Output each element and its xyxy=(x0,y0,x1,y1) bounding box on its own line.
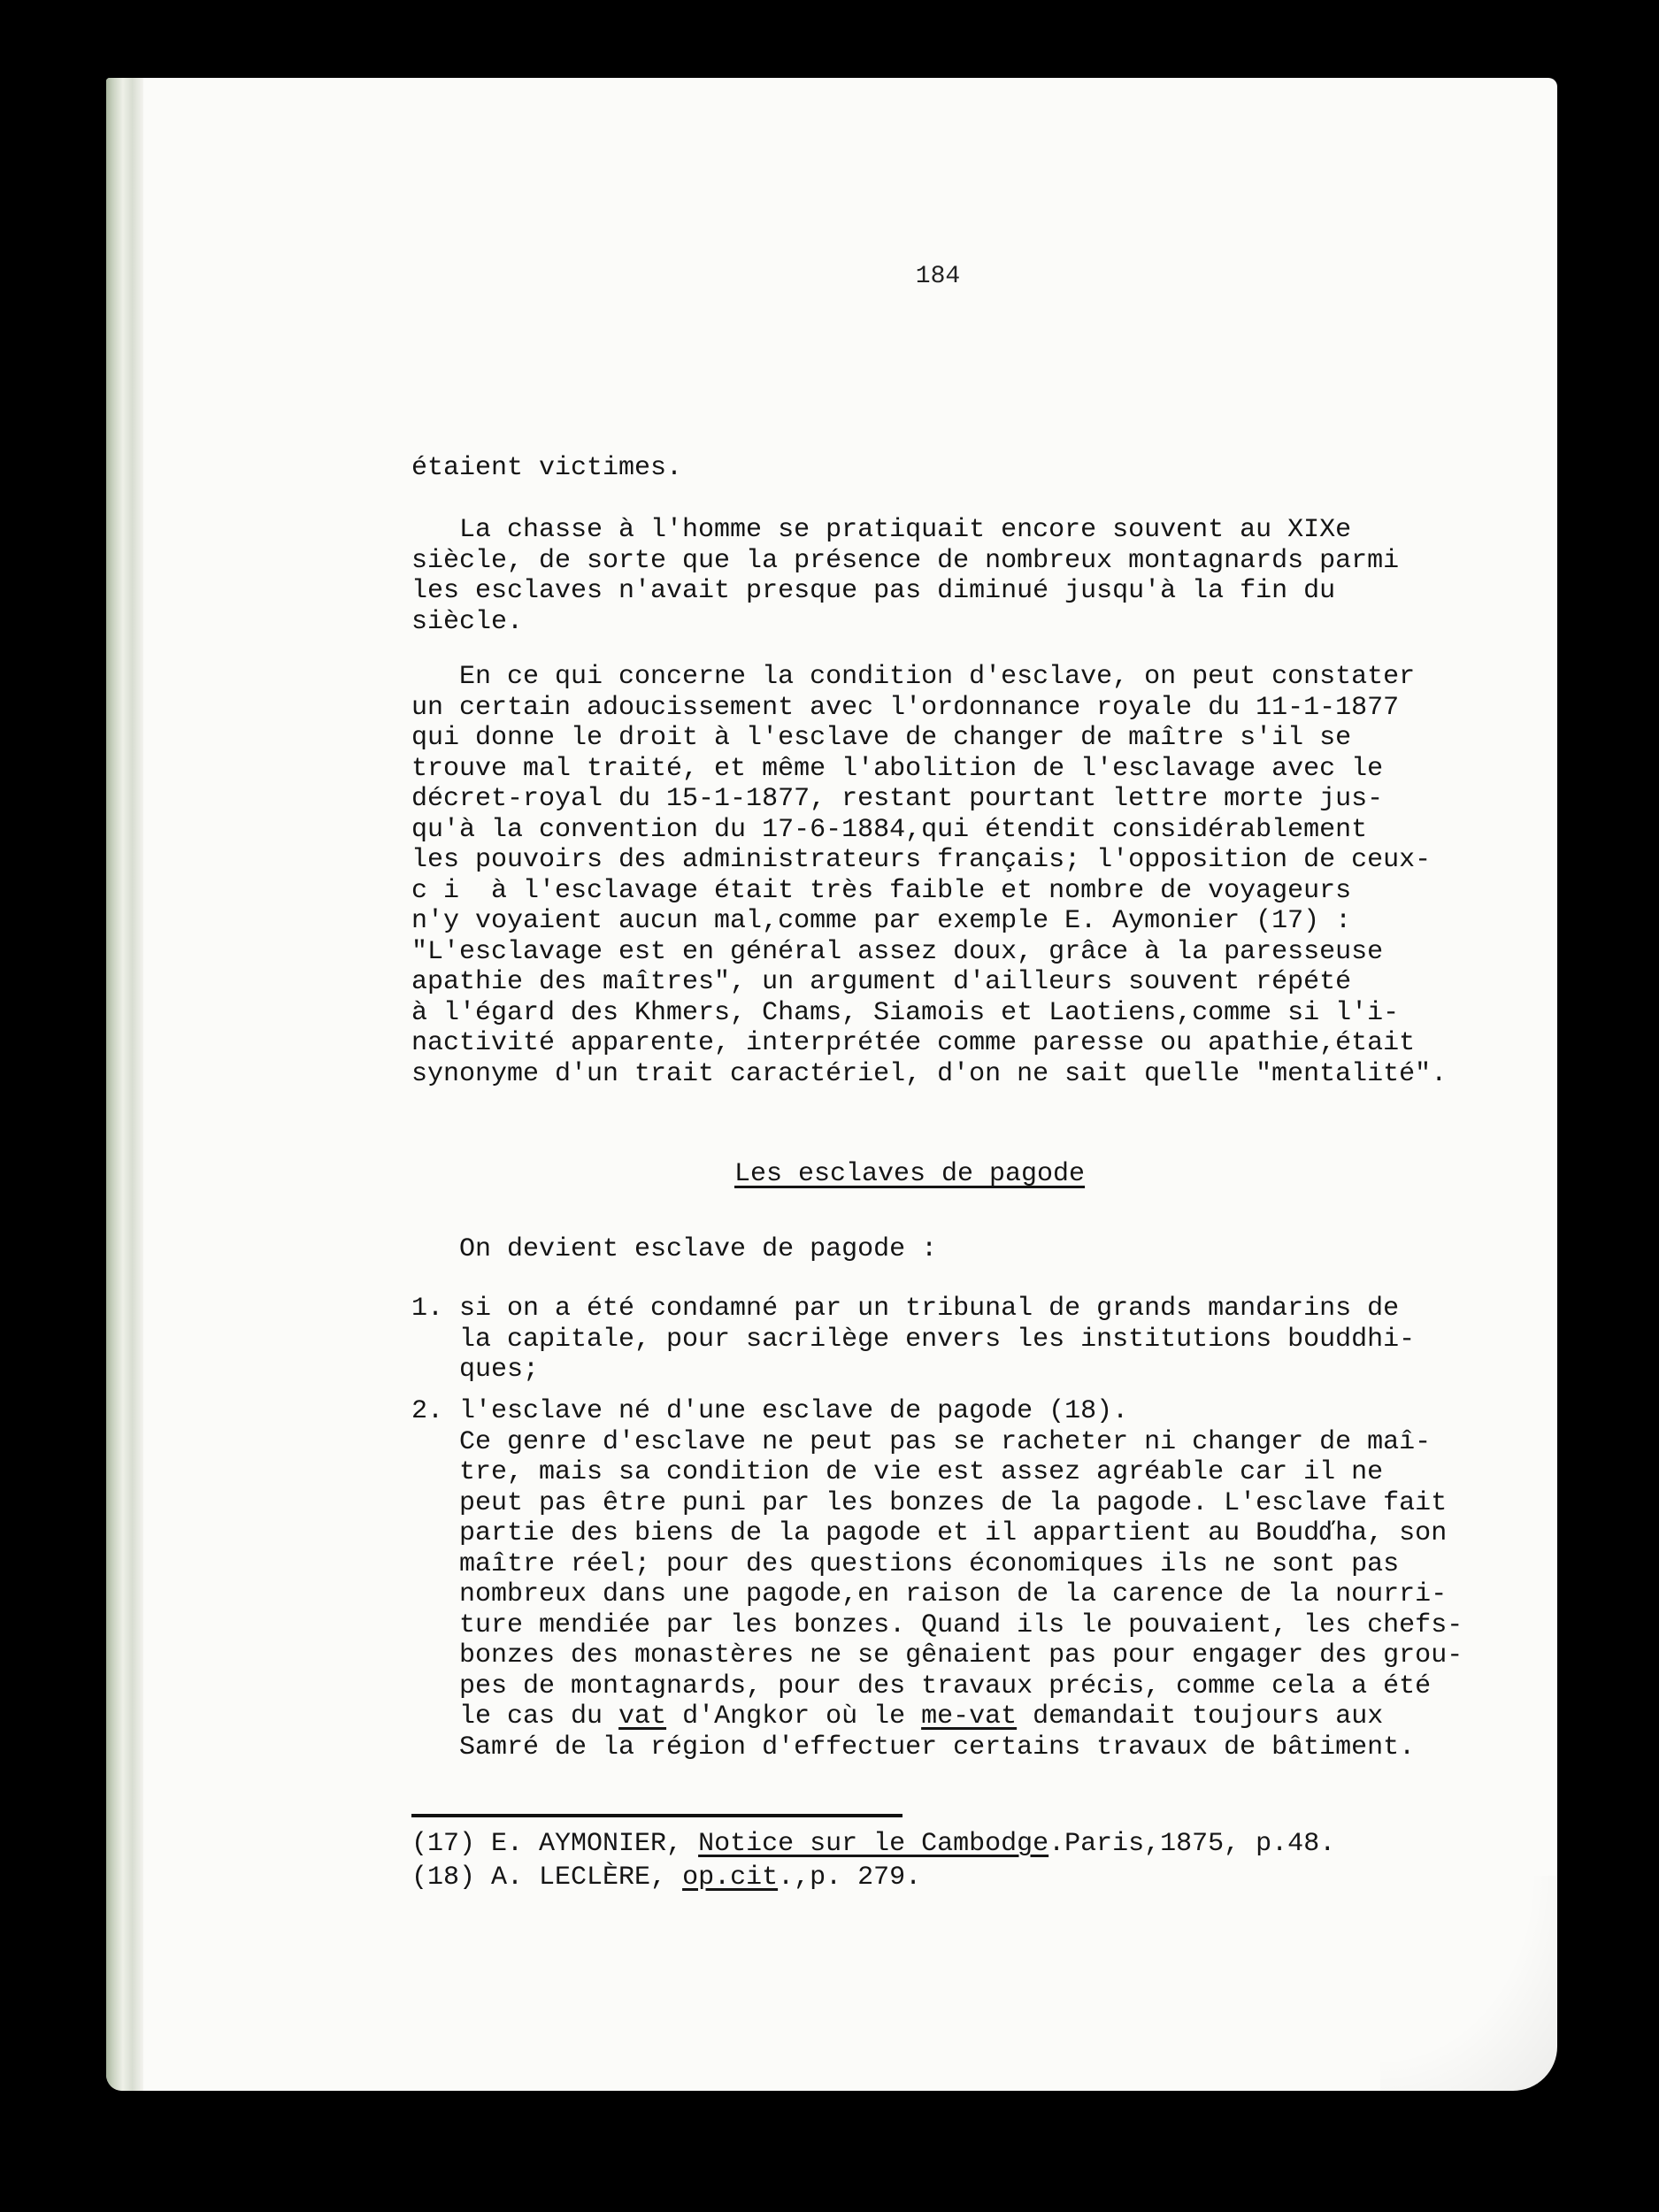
term-me-vat: me-vat xyxy=(921,1701,1018,1732)
page-edges xyxy=(106,78,143,2091)
section-heading: Les esclaves de pagode xyxy=(734,1159,1086,1189)
list-item-1: 1. si on a été condamné par un tribunal de grands mandarins de la capitale, pour sacrilège envers les institutions bouddhi- ques; xyxy=(411,1294,1416,1385)
footnote-17-title: Notice sur le Cambodge xyxy=(698,1829,1049,1859)
item-2-end: demandait toujours aux Samré de la région d'effectuer certains travaux de bâtiment. xyxy=(459,1701,1416,1763)
footnote-rule xyxy=(411,1814,902,1817)
paragraph-continuation: étaient victimes. xyxy=(411,453,683,483)
footnotes xyxy=(411,1827,1335,1894)
footnote-18-prefix: (18) A. LECLÈRE, xyxy=(411,1863,683,1893)
page-curl-shadow xyxy=(1380,1876,1557,2091)
paragraph-chasse: La chasse à l'homme se pratiquait encore souvent au XIXe siècle, de sorte que la présence de nombreux montagnards parmi les esclaves n'avait presque pas diminué jusqu'à la fin du siècle. xyxy=(411,515,1400,637)
footnote-18-suffix: .,p. 279. xyxy=(778,1863,922,1893)
list-item-2 xyxy=(411,1396,1464,1763)
paragraph-condition: En ce qui concerne la condition d'esclave, on peut constater un certain adoucissement avec l'ordonnance royale du 11-1-1877 qui donne le droit à l'esclave de changer de maître s'il se trouve mal traité, et même l'abolition de l'esclavage avec le décret-royal du 15-1-1877, restant pourtant lettre morte jus- qu'à la convention du 17-6-1884,qui étendit considérablement les pouvoirs des administrateurs français; l'opposition de ceux- c i à l'esclavage était très faible et nombre de voyageurs n'y voyaient aucun mal,comme par exemple E. Aymonier (17) : "L'esclavage est en général assez doux, grâce à la paresseuse apathie des maîtres", un argument d'ailleurs souvent répété à l'égard des Khmers, Chams, Siamois et Laotiens,comme si l'i- nactivité apparente, interprétée comme paresse ou apathie,était synonyme d'un trait caractériel, d'on ne sait quelle "mentalité". xyxy=(411,662,1448,1089)
item-2-body: Ce genre d'esclave ne peut pas se racheter ni changer de maî- tre, mais sa condition de vie est assez agréable car il ne peut pas être puni par les bonzes de la pagode. L'esclave fait partie des biens de la pagode et il appartient au Boudďha, son maître réel; pour des questions économiques ils ne sont pas nombreux dans une pagode,en raison de la carence de la nourri- ture mendiée par les bonzes. Quand ils le pouvaient, les chefs- bonzes des monastères ne se gênaient pas pour engager des grou- pes de montagnards, pour des travaux précis, comme cela a été le cas du xyxy=(459,1426,1463,1732)
term-vat: vat xyxy=(618,1701,667,1732)
footnote-18-title: op.cit xyxy=(682,1863,779,1893)
item-2-mid: d'Angkor où le xyxy=(666,1701,922,1732)
footnote-17-suffix: .Paris,1875, p.48. xyxy=(1048,1829,1336,1859)
footnote-17-prefix: (17) E. AYMONIER, xyxy=(411,1829,699,1859)
page-number: 184 xyxy=(915,263,961,290)
item-2-first-line: 2. l'esclave né d'une esclave de pagode (18). xyxy=(411,1396,1129,1426)
intro-line: On devient esclave de pagode : xyxy=(411,1234,938,1264)
